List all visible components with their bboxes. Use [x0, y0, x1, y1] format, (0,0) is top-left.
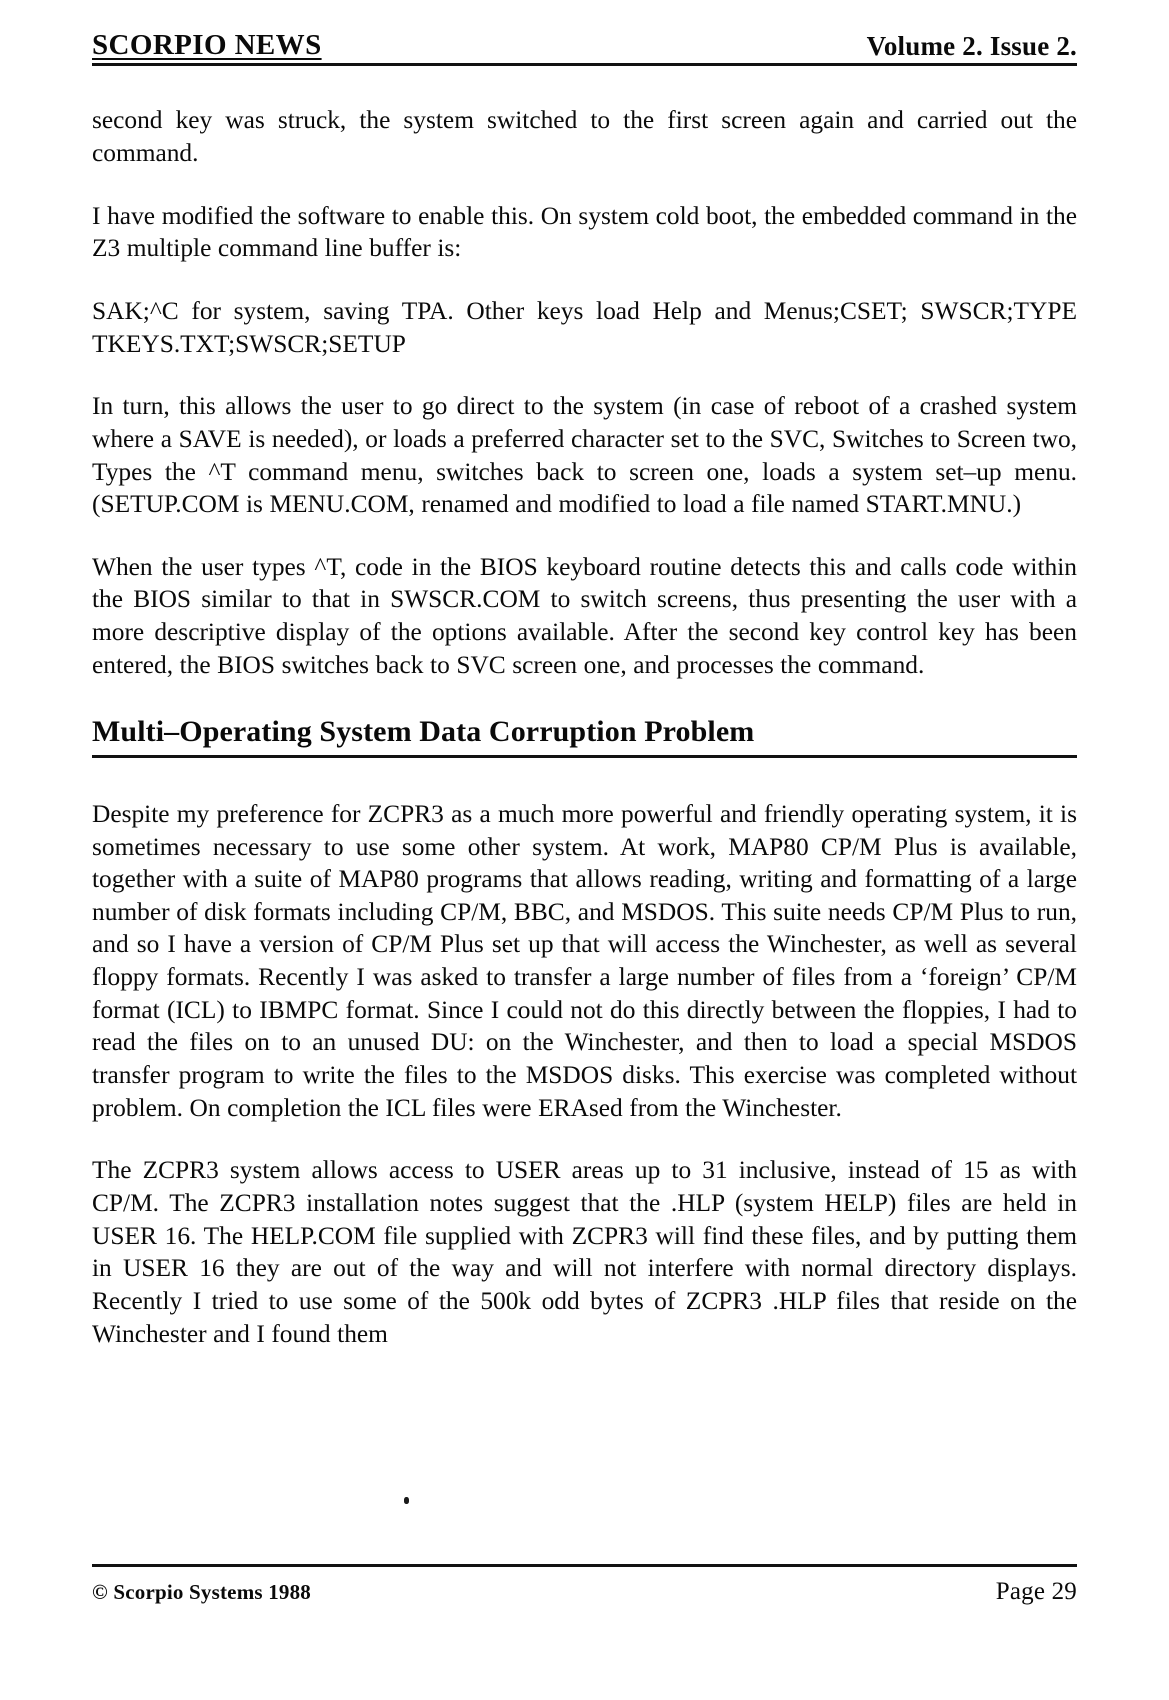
- paragraph: The ZCPR3 system allows access to USER areas up to 31 inclusive, instead of 15 as with CP/M. The ZCPR3 installation notes suggest that the .HLP (system HELP) files are held in USER 16. The HELP.COM file supplied with ZCPR3 will find these files, and by putting them in USER 16 they are out of the way and will not interfere with normal directory displays. Recently I tried to use some of the 500k odd bytes of ZCPR3 .HLP files that reside on the Winchester and I found them: [92, 1156, 1077, 1348]
- scan-artifact-speck: [404, 1497, 409, 1504]
- page-footer: [92, 1578, 1077, 1606]
- paragraph: In turn, this allows the user to go direct to the system (in case of reboot of a crashed system where a SAVE is needed), or loads a preferred character set to the SVC, Switches to Screen two, Types the ^T command menu, switches back to screen one, loads a system set–up menu. (SETUP.COM is MENU.COM, renamed and modified to load a file named START.MNU.): [92, 392, 1077, 519]
- article-body: [92, 104, 1077, 1350]
- running-head: [92, 30, 1077, 66]
- page-number: Page 29: [995, 1578, 1077, 1605]
- command-block-paragraph: SAK;^C for system, saving TPA. Other keys load Help and Menus;CSET; SWSCR;TYPE TKEYS.TXT;SWSCR;SETUP: [92, 297, 1077, 358]
- publication-title: SCORPIO NEWS: [92, 29, 322, 61]
- footer-divider: [92, 1564, 1077, 1567]
- paragraph: second key was struck, the system switched to the first screen again and carried out the command.: [92, 106, 1077, 168]
- section-heading: Multi–Operating System Data Corruption Problem: [92, 715, 1077, 758]
- copyright-notice: © Scorpio Systems 1988: [92, 1580, 312, 1604]
- paragraph: Despite my preference for ZCPR3 as a much more powerful and friendly operating system, it is sometimes necessary to use some other system. At work, MAP80 CP/M Plus is available, together with a suite of MAP80 programs that allows reading, writing and formatting of a large number of disk formats including CP/M, BBC, and MSDOS. This suite needs CP/M Plus to run, and so I have a version of CP/M Plus set up that will access the Winchester, as well as several floppy formats. Recently I was asked to transfer a large number of files from a ‘foreign’ CP/M format (ICL) to IBMPC format. Since I could not do this directly between the floppies, I had to read the files on to an unused DU: on the Winchester, and then to load a special MSDOS transfer program to write the files to the MSDOS disks. This exercise was completed without problem. On completion the ICL files were ERAsed from the Winchester.: [92, 799, 1077, 1122]
- paragraph: I have modified the software to enable this. On system cold boot, the embedded command in the Z3 multiple command line buffer is:: [92, 201, 1077, 263]
- issue-label: Volume 2. Issue 2.: [866, 31, 1077, 62]
- paragraph: When the user types ^T, code in the BIOS keyboard routine detects this and calls code within the BIOS similar to that in SWSCR.COM to switch screens, thus presenting the user with a more descriptive display of the options available. After the second key control key has been entered, the BIOS switches back to SVC screen one, and processes the command.: [92, 552, 1077, 679]
